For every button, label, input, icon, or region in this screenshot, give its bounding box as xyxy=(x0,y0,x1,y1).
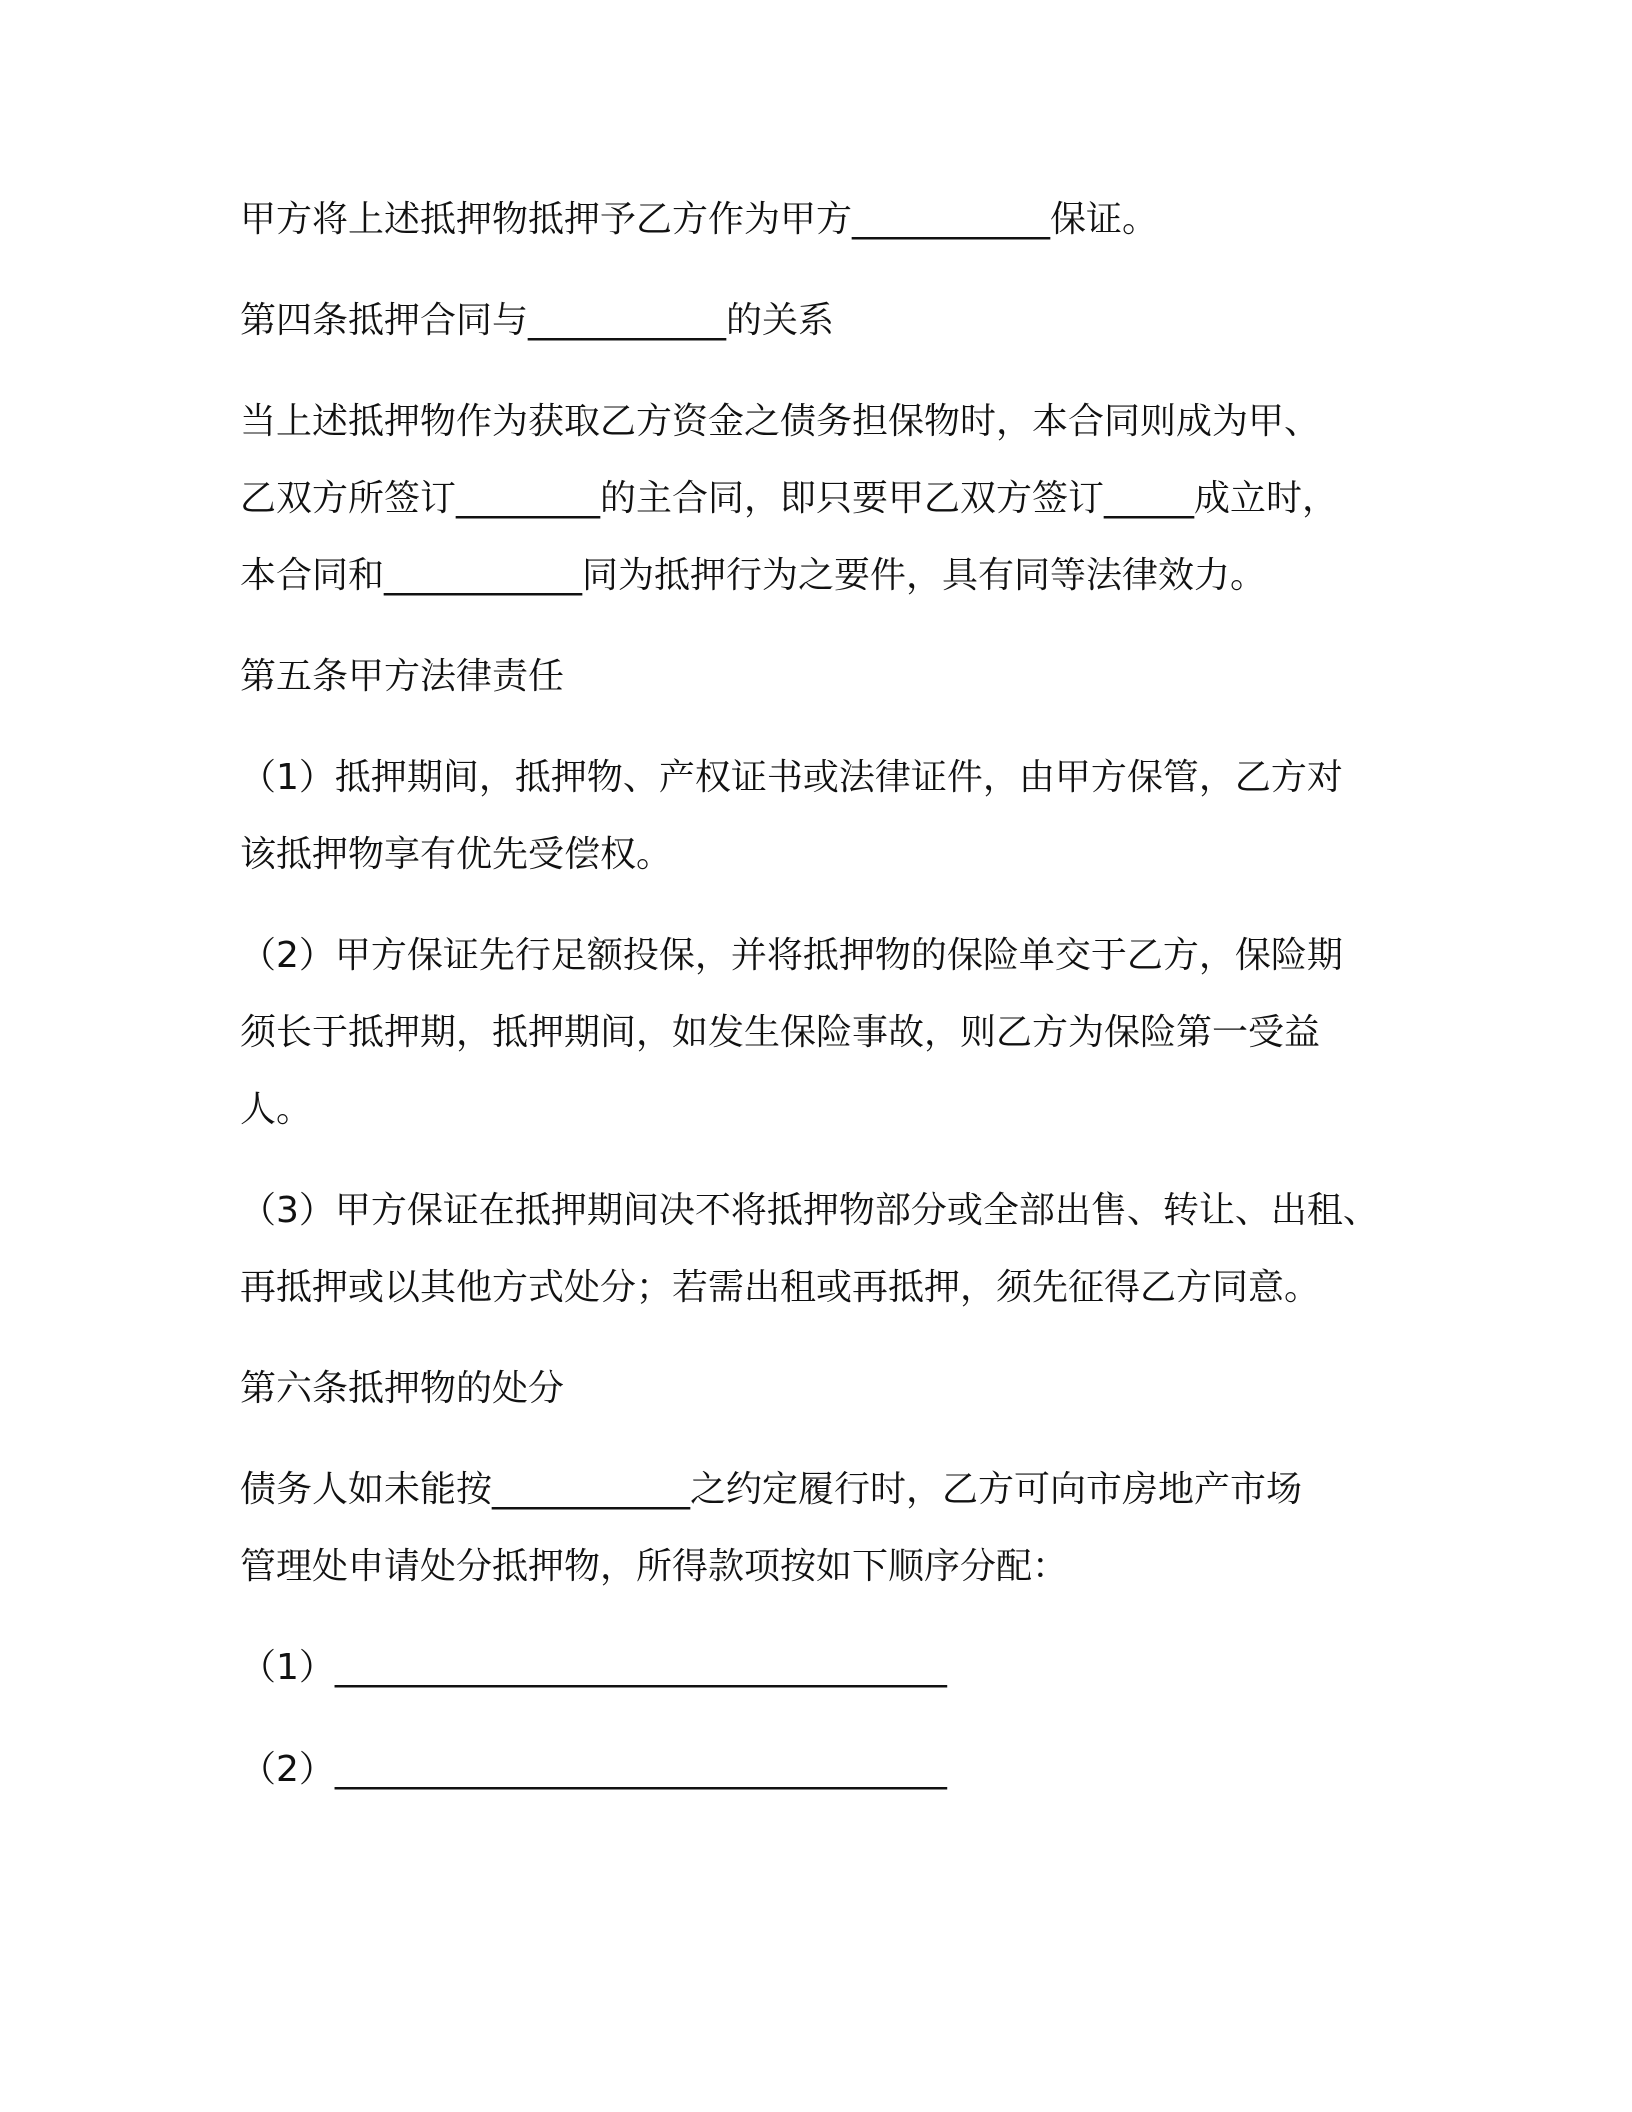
distribution-item-2: （2）__________________________________ xyxy=(240,1749,947,1790)
text-line-10: 须长于抵押期，抵押期间，如发生保险事故，则乙方为保险第一受益 xyxy=(240,1012,1321,1053)
text-line-13: 再抵押或以其他方式处分；若需出租或再抵押，须先征得乙方同意。 xyxy=(240,1267,1321,1308)
distribution-item-1: （1）__________________________________ xyxy=(240,1647,947,1688)
text-line-15: 债务人如未能按___________之约定履行时，乙方可向市房地产市场 xyxy=(240,1469,1303,1510)
text-line-1: 甲方将上述抵押物抵押予乙方作为甲方___________保证。 xyxy=(240,199,1159,240)
text-line-7: （1）抵押期间，抵押物、产权证书或法律证件，由甲方保管，乙方对 xyxy=(240,757,1343,798)
text-line-4: 乙双方所签订________的主合同，即只要甲乙双方签订_____成立时， xyxy=(240,478,1339,519)
text-line-11: 人。 xyxy=(240,1089,313,1130)
text-line-3: 当上述抵押物作为获取乙方资金之债务担保物时，本合同则成为甲、 xyxy=(240,401,1321,442)
text-line-9: （2）甲方保证先行足额投保，并将抵押物的保险单交于乙方，保险期 xyxy=(240,935,1343,976)
article-4-heading: 第四条抵押合同与___________的关系 xyxy=(240,300,835,341)
text-line-12: （3）甲方保证在抵押期间决不将抵押物部分或全部出售、转让、出租、 xyxy=(240,1190,1379,1231)
text-line-8: 该抵押物享有优先受偿权。 xyxy=(240,834,673,875)
text-line-5: 本合同和___________同为抵押行为之要件，具有同等法律效力。 xyxy=(240,555,1267,596)
article-5-heading: 第五条甲方法律责任 xyxy=(240,656,565,697)
text-line-16: 管理处申请处分抵押物，所得款项按如下顺序分配： xyxy=(240,1546,1069,1587)
article-6-heading: 第六条抵押物的处分 xyxy=(240,1368,565,1409)
